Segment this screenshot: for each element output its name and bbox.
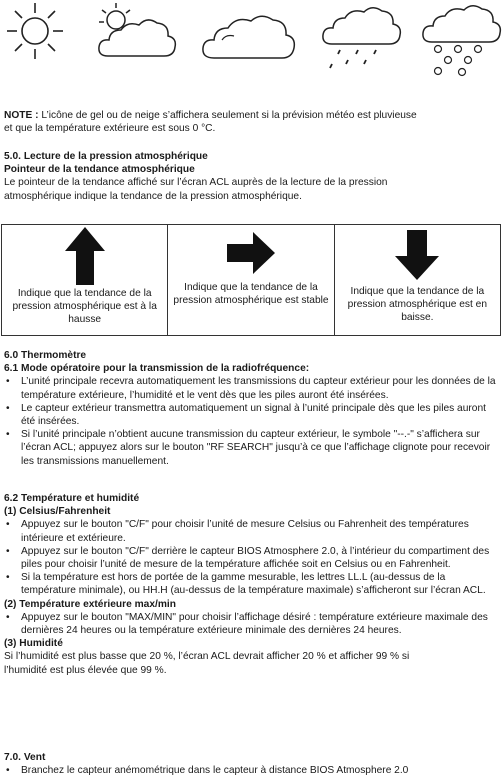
- rainy-icon: [318, 0, 404, 80]
- section-6-2: [4, 492, 500, 677]
- section-6-2-heading: 6.2 Température et humidité: [4, 493, 140, 504]
- trend-falling-text: Indique que la tendance de la pression atmosphérique est en baisse.: [347, 286, 487, 323]
- wind-list: [4, 764, 500, 777]
- section-5-heading: 5.0. Lecture de la pression atmosphérique: [4, 151, 208, 162]
- weather-icons-row: [0, 0, 504, 80]
- list-item: • Appuyez sur le bouton "C/F" derrière le capteur BIOS Atmosphere 2.0, à l’intérieur du compartiment des piles pour choisir l’unité de mesure de la température affichée soit en Celsius ou en Fahrenheit.: [4, 545, 500, 571]
- arrow-down-icon: [395, 230, 439, 280]
- section-5-line-1: Le pointeur de la tendance affiché sur l’écran ACL auprès de la lecture de la pression: [4, 177, 388, 189]
- section-7: [4, 751, 500, 777]
- section-6-1-heading: 6.1 Mode opératoire pour la transmission de la radiofréquence:: [4, 363, 310, 375]
- pressure-trend-table: [1, 224, 501, 336]
- list-item: • Le capteur extérieur transmettra automatiquement un signal à l’unité principale dès que les piles auront été insérées.: [4, 402, 500, 428]
- trend-cell-stable: [168, 225, 334, 336]
- note-line-2: et que la température extérieure est sous 0 °C.: [4, 123, 216, 135]
- sunny-icon: [4, 0, 66, 62]
- cloudy-icon: [196, 0, 298, 64]
- humidity-line-1: Si l’humidité est plus basse que 20 %, l’écran ACL devrait afficher 20 % et afficher 99 % si: [4, 651, 410, 663]
- arrow-right-icon: [227, 232, 275, 274]
- section-5-subheading: Pointeur de la tendance atmosphérique: [4, 164, 195, 176]
- rf-transmission-list: [4, 375, 500, 467]
- note-line-1: L’icône de gel ou de neige s’affichera seulement si la prévision météo est pluvieuse: [41, 110, 417, 121]
- section-5-line-2: atmosphérique indique la tendance de la pression atmosphérique.: [4, 190, 302, 202]
- section-6-heading: 6.0 Thermomètre: [4, 350, 87, 361]
- section-7-heading: 7.0. Vent: [4, 752, 46, 763]
- trend-cell-rising: [2, 225, 168, 336]
- list-item: • Si l’unité principale n’obtient aucune transmission du capteur extérieur, le symbole "--.-" s’affichera sur l’écran ACL; appuyez alors sur le bouton "RF SEARCH" jusqu’à ce que l’affichage clignote pour recevoir les transmissions manuellement.: [4, 428, 500, 468]
- arrow-up-icon: [65, 227, 105, 285]
- humidity-heading: (3) Humidité: [4, 638, 63, 650]
- trend-cell-falling: [334, 225, 500, 336]
- list-item: • Si la température est hors de portée de la gamme mesurable, les lettres LL.L (au-dessus de la température minimale), ou HH.H (au-dessus de la température maximale) s’afficheront sur l’écran ACL.: [4, 571, 500, 597]
- max-min-heading: (2) Température extérieure max/min: [4, 598, 176, 610]
- list-item: • Appuyez sur le bouton "MAX/MIN" pour choisir l’affichage désiré : température extérieure maximale des dernières 24 heures ou la température extérieure minimale des dernières 24 heures.: [4, 611, 500, 637]
- trend-stable-text: Indique que la tendance de la pression atmosphérique est stable: [173, 282, 329, 306]
- celsius-fahrenheit-list: [4, 518, 500, 597]
- partly-cloudy-icon: [94, 0, 180, 64]
- note-paragraph: [4, 109, 500, 135]
- list-item: • L’unité principale recevra automatiquement les transmissions du capteur extérieur pour les données de la température extérieure, l’humidité et le vent dès que les piles auront été insérées.: [4, 375, 500, 401]
- humidity-line-2: l’humidité est plus élevée que 99 %.: [4, 664, 167, 676]
- section-5: [4, 150, 500, 203]
- list-item: • Branchez le capteur anémométrique dans le capteur à distance BIOS Atmosphere 2.0: [4, 764, 500, 777]
- list-item: • Appuyez sur le bouton "C/F" pour choisir l’unité de mesure Celsius ou Fahrenheit des températures intérieure et extérieure.: [4, 518, 500, 544]
- celsius-fahrenheit-heading: (1) Celsius/Fahrenheit: [4, 506, 111, 518]
- note-label: NOTE :: [4, 110, 39, 121]
- trend-rising-text: Indique que la tendance de la pression atmosphérique est à la hausse: [12, 288, 157, 325]
- snowy-icon: [418, 0, 504, 80]
- max-min-list: [4, 611, 500, 637]
- section-6: [4, 349, 500, 468]
